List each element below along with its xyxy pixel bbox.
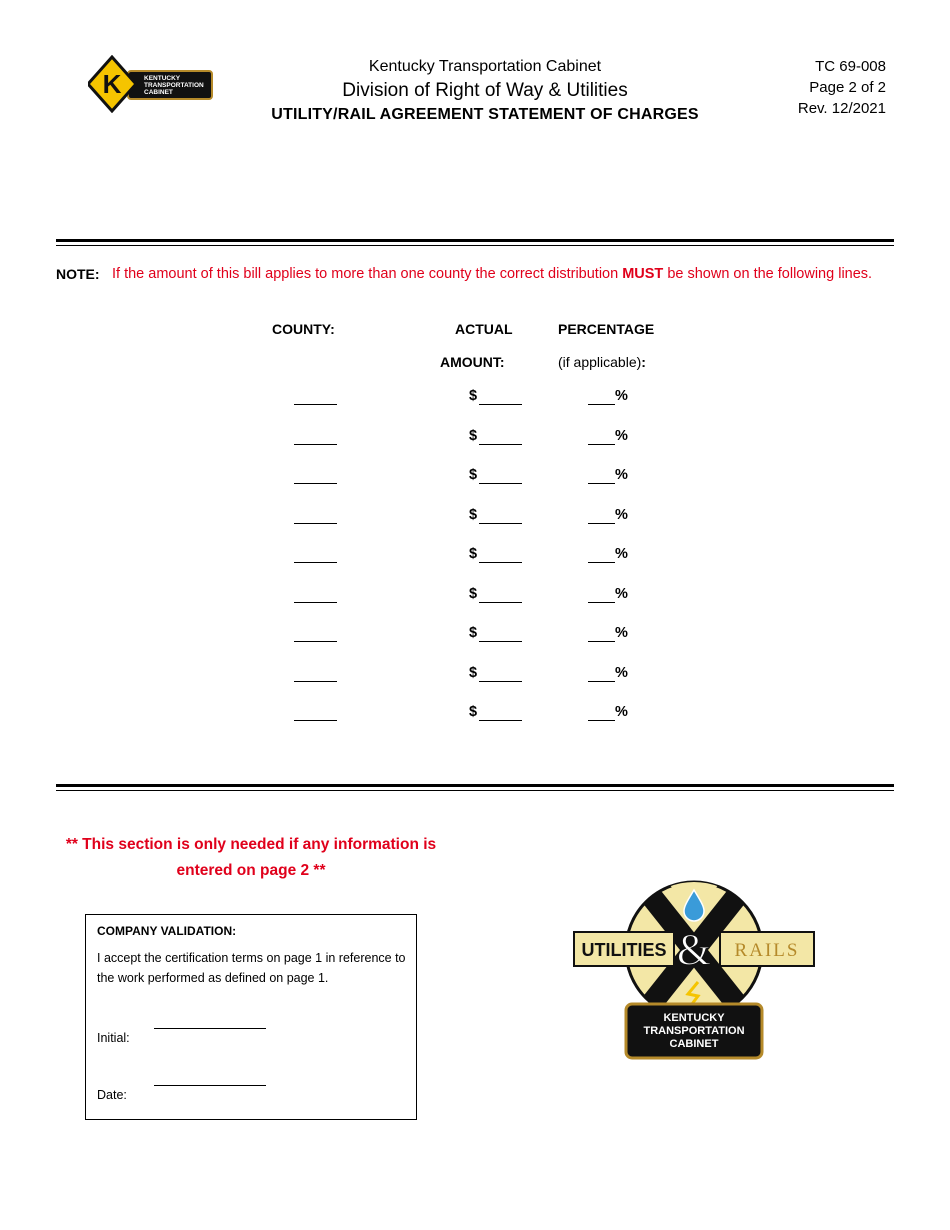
percent-sign: %	[615, 546, 628, 562]
percent-sign: %	[615, 506, 628, 523]
county-input[interactable]	[294, 403, 337, 405]
county-input[interactable]	[294, 443, 337, 445]
percent-sign: %	[615, 664, 628, 681]
dollar-sign: $	[469, 388, 478, 404]
percentage-input[interactable]	[588, 719, 615, 721]
percentage-input[interactable]	[588, 601, 615, 603]
amount-input[interactable]	[479, 482, 522, 484]
county-input[interactable]	[294, 680, 337, 682]
county-input[interactable]	[294, 522, 337, 524]
bottom-double-rule	[56, 784, 894, 791]
percentage-input[interactable]	[588, 482, 615, 484]
dollar-sign: $	[469, 704, 478, 720]
amount-input[interactable]	[479, 443, 522, 445]
initial-field[interactable]	[154, 1027, 266, 1029]
kytc-logo	[88, 55, 214, 113]
percentage-header: PERCENTAGE	[558, 321, 655, 337]
note-text-after: be shown on the following lines.	[663, 266, 873, 282]
agency-name: Kentucky Transportation Cabinet	[368, 58, 602, 75]
percent-sign: %	[615, 467, 628, 483]
amount-input[interactable]	[479, 601, 522, 603]
amount-input[interactable]	[479, 719, 522, 721]
conditional-section-warning	[56, 832, 446, 884]
amount-input[interactable]	[479, 640, 522, 642]
note-emphasis: MUST	[622, 266, 664, 282]
dollar-sign: $	[469, 664, 478, 681]
logo-word-rails: RAILS	[734, 940, 800, 961]
page-number: Page 2 of 2	[809, 79, 886, 96]
percentage-input[interactable]	[588, 680, 615, 682]
dollar-sign: $	[469, 625, 478, 641]
dollar-sign: $	[469, 506, 478, 523]
initial-label: Initial:	[97, 1031, 130, 1045]
dollar-sign: $	[469, 585, 478, 602]
county-header: COUNTY:	[272, 321, 335, 337]
logo-text-1: KENTUCKY	[144, 75, 181, 82]
form-meta	[798, 56, 886, 119]
logo-word-utilities: UTILITIES	[581, 940, 667, 960]
amount-input[interactable]	[479, 680, 522, 682]
percent-sign: %	[615, 427, 628, 444]
division-name: Division of Right of Way & Utilities	[342, 80, 628, 101]
date-label: Date:	[97, 1088, 127, 1102]
amount-input[interactable]	[479, 561, 522, 563]
warning-line-2: entered on page 2 **	[176, 862, 326, 879]
note-text	[112, 262, 894, 286]
validation-title: COMPANY VALIDATION:	[97, 924, 237, 938]
dollar-sign: $	[469, 467, 478, 483]
county-input[interactable]	[294, 482, 337, 484]
county-input[interactable]	[294, 640, 337, 642]
applicable-note	[558, 352, 646, 372]
dollar-sign: $	[469, 427, 478, 444]
top-double-rule	[56, 239, 894, 246]
county-input[interactable]	[294, 719, 337, 721]
note-text-before: If the amount of this bill applies to more than one county the correct distribution	[112, 266, 623, 282]
logo-text-2: TRANSPORTATION	[144, 82, 204, 89]
percentage-input[interactable]	[588, 640, 615, 642]
percentage-input[interactable]	[588, 522, 615, 524]
date-field[interactable]	[154, 1084, 266, 1086]
header-center	[260, 56, 710, 127]
county-input[interactable]	[294, 601, 337, 603]
utilities-rails-logo	[570, 880, 818, 1062]
amount-input[interactable]	[479, 403, 522, 405]
logo-ampersand: &	[676, 925, 712, 974]
percentage-input[interactable]	[588, 403, 615, 405]
percent-sign: %	[615, 585, 628, 602]
applicable-note-colon: :	[641, 354, 646, 370]
amount-header: AMOUNT:	[440, 354, 505, 370]
form-title: UTILITY/RAIL AGREEMENT STATEMENT OF CHARGES	[271, 106, 699, 123]
revision-date: Rev. 12/2021	[797, 100, 886, 117]
percentage-input[interactable]	[588, 443, 615, 445]
logo-footer-3: CABINET	[669, 1038, 719, 1050]
validation-text: I accept the certification terms on page 1 in reference to the work performed as defined on page 1.	[97, 951, 406, 985]
logo-text-3: CABINET	[144, 89, 173, 96]
amount-input[interactable]	[479, 522, 522, 524]
percent-sign: %	[615, 625, 628, 641]
logo-footer-1: KENTUCKY	[663, 1012, 725, 1024]
dollar-sign: $	[469, 546, 478, 562]
form-number: TC 69-008	[815, 58, 886, 75]
percent-sign: %	[615, 388, 628, 404]
note-label: NOTE:	[56, 266, 100, 282]
actual-header: ACTUAL	[455, 321, 513, 337]
company-validation-box	[85, 914, 417, 1120]
warning-line-1: ** This section is only needed if any information is	[65, 836, 437, 853]
percent-sign: %	[615, 704, 628, 720]
percentage-input[interactable]	[588, 561, 615, 563]
logo-footer-2: TRANSPORTATION	[643, 1025, 745, 1037]
applicable-note-text: (if applicable)	[558, 354, 642, 370]
county-input[interactable]	[294, 561, 337, 563]
svg-text:K: K	[102, 69, 122, 99]
